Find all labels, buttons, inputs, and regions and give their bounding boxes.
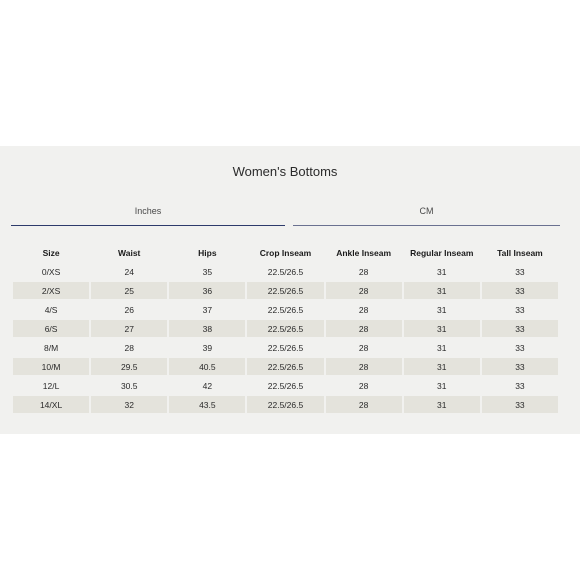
column-header-crop-inseam: Crop Inseam <box>259 247 312 258</box>
column-header-ankle-inseam: Ankle Inseam <box>336 247 392 258</box>
column-header-waist: Waist <box>118 247 141 258</box>
column-header-hips: Hips <box>198 247 217 258</box>
cell-size: 10/M <box>13 358 89 375</box>
cell-ankle-inseam: 28 <box>358 342 369 353</box>
column-header-regular-inseam: Regular Inseam <box>410 247 474 258</box>
cell-ankle-inseam: 28 <box>326 396 402 413</box>
cell-waist: 29.5 <box>91 358 167 375</box>
cell-crop-inseam: 22.5/26.5 <box>267 342 304 353</box>
cell-regular-inseam: 31 <box>437 266 447 277</box>
table-body <box>13 263 558 413</box>
table-row <box>13 396 558 413</box>
cell-regular-inseam: 31 <box>437 342 447 353</box>
cell-crop-inseam: 22.5/26.5 <box>247 320 323 337</box>
cell-tall-inseam: 33 <box>482 358 558 375</box>
cell-hips: 42 <box>202 380 213 391</box>
cell-regular-inseam: 31 <box>404 320 480 337</box>
cell-ankle-inseam: 28 <box>358 380 369 391</box>
tab-inches[interactable]: Inches <box>11 202 285 226</box>
cell-tall-inseam: 33 <box>482 320 558 337</box>
cell-tall-inseam: 33 <box>515 380 525 391</box>
cell-crop-inseam: 22.5/26.5 <box>267 266 304 277</box>
cell-regular-inseam: 31 <box>404 282 480 299</box>
cell-hips: 40.5 <box>169 358 245 375</box>
column-header-tall-inseam: Tall Inseam <box>497 247 543 258</box>
cell-waist: 28 <box>124 342 134 353</box>
table-header-row <box>13 244 558 261</box>
cell-crop-inseam: 22.5/26.5 <box>267 380 304 391</box>
cell-hips: 37 <box>202 304 213 315</box>
cell-waist: 24 <box>124 266 134 277</box>
cell-ankle-inseam: 28 <box>326 282 402 299</box>
cell-crop-inseam: 22.5/26.5 <box>247 358 323 375</box>
cell-waist: 30.5 <box>120 380 138 391</box>
cell-regular-inseam: 31 <box>404 396 480 413</box>
cell-waist: 25 <box>91 282 167 299</box>
table-row <box>13 263 558 280</box>
cell-size: 0/XS <box>41 266 61 277</box>
cell-size: 2/XS <box>13 282 89 299</box>
cell-regular-inseam: 31 <box>437 304 447 315</box>
cell-crop-inseam: 22.5/26.5 <box>267 304 304 315</box>
cell-tall-inseam: 33 <box>515 342 525 353</box>
table-row <box>13 282 558 299</box>
cell-hips: 35 <box>202 266 213 277</box>
cell-tall-inseam: 33 <box>482 396 558 413</box>
cell-waist: 27 <box>91 320 167 337</box>
cell-size: 6/S <box>13 320 89 337</box>
cell-ankle-inseam: 28 <box>326 358 402 375</box>
cell-size: 14/XL <box>13 396 89 413</box>
cell-waist: 26 <box>124 304 134 315</box>
cell-tall-inseam: 33 <box>515 304 525 315</box>
cell-ankle-inseam: 28 <box>358 266 369 277</box>
cell-hips: 36 <box>169 282 245 299</box>
table-row <box>13 358 558 375</box>
cell-tall-inseam: 33 <box>482 282 558 299</box>
cell-size: 12/L <box>42 380 60 391</box>
cell-size: 8/M <box>43 342 59 353</box>
unit-tabs <box>11 202 560 226</box>
cell-hips: 43.5 <box>169 396 245 413</box>
column-header-size: Size <box>42 247 60 258</box>
cell-waist: 32 <box>91 396 167 413</box>
size-chart-panel <box>0 146 580 434</box>
tab-cm[interactable]: CM <box>293 202 560 226</box>
cell-hips: 38 <box>169 320 245 337</box>
table-row <box>13 339 558 356</box>
cell-ankle-inseam: 28 <box>326 320 402 337</box>
cell-hips: 39 <box>202 342 213 353</box>
size-chart-title: Women's Bottoms <box>232 164 338 179</box>
cell-tall-inseam: 33 <box>515 266 525 277</box>
cell-crop-inseam: 22.5/26.5 <box>247 282 323 299</box>
size-table <box>11 242 560 415</box>
cell-regular-inseam: 31 <box>404 358 480 375</box>
cell-crop-inseam: 22.5/26.5 <box>247 396 323 413</box>
cell-size: 4/S <box>44 304 58 315</box>
cell-ankle-inseam: 28 <box>358 304 369 315</box>
table-row <box>13 301 558 318</box>
table-row <box>13 320 558 337</box>
table-row <box>13 377 558 394</box>
cell-regular-inseam: 31 <box>437 380 447 391</box>
